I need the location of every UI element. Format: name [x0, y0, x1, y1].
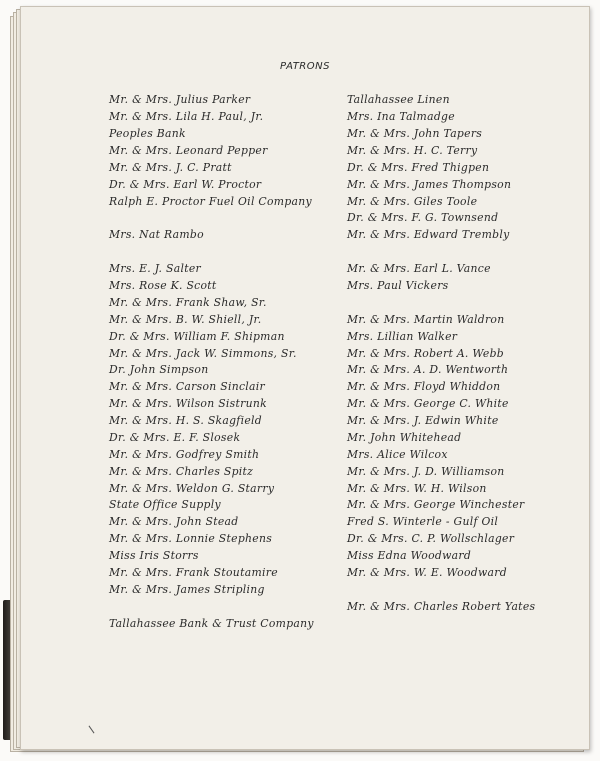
patron-entry: Fred S. Winterle - Gulf Oil	[347, 515, 499, 528]
patron-entry: Mrs. Nat Rambo	[109, 228, 204, 241]
patron-entry: Dr. & Mrs. William F. Shipman	[109, 330, 285, 343]
patron-entry: Mr. & Mrs. W. H. Wilson	[347, 482, 487, 495]
patron-entry: Peoples Bank	[109, 127, 186, 140]
patron-entry: Mr. & Mrs. Jack W. Simmons, Sr.	[109, 347, 297, 360]
patron-entry: Mr. & Mrs. Earl L. Vance	[347, 262, 491, 275]
pencil-mark	[89, 726, 95, 734]
patron-entry: Mr. & Mrs. Robert A. Webb	[347, 347, 505, 360]
patron-entry: Mr. & Mrs. A. D. Wentworth	[347, 363, 509, 376]
patron-entry: Mr. & Mrs. Godfrey Smith	[109, 448, 260, 461]
patron-entry: Tallahassee Linen	[347, 93, 450, 106]
patron-entry: Mr. & Mrs. Martin Waldron	[347, 313, 505, 326]
patron-entry: Mr. & Mrs. B. W. Shiell, Jr.	[109, 313, 262, 326]
patron-entry: Mr. & Mrs. Floyd Whiddon	[347, 380, 501, 393]
patron-entry: State Office Supply	[109, 498, 221, 511]
patron-entry: Mr. & Mrs. Weldon G. Starry	[109, 482, 275, 495]
patron-entry: Mrs. Ina Talmadge	[347, 110, 455, 123]
patron-entry: Mr. & Mrs. Frank Shaw, Sr.	[109, 296, 267, 309]
patron-entry: Dr. & Mrs. C. P. Wollschlager	[347, 532, 515, 545]
patron-entry: Mr. & Mrs. Julius Parker	[109, 93, 251, 106]
patron-entry: Mr. & Mrs. J. C. Pratt	[109, 161, 232, 174]
patron-entry: Mr. & Mrs. W. E. Woodward	[347, 566, 507, 579]
patron-entry: Dr. & Mrs. E. F. Slosek	[109, 431, 241, 444]
patron-entry: Mr. & Mrs. James Thompson	[347, 178, 512, 191]
patron-entry: Mr. & Mrs. George Winchester	[347, 498, 525, 511]
patron-entry: Mr. & Mrs. Lonnie Stephens	[109, 532, 273, 545]
patron-entry: Mrs. Rose K. Scott	[109, 279, 217, 292]
patron-entry: Mrs. Lillian Walker	[347, 330, 458, 343]
patron-entry: Mr. & Mrs. Carson Sinclair	[109, 380, 265, 393]
patron-entry: Dr. John Simpson	[109, 363, 209, 376]
patron-entry: Mr. & Mrs. Giles Toole	[347, 195, 478, 208]
patron-entry: Mr. & Mrs. Lila H. Paul, Jr.	[109, 110, 264, 123]
patron-entry: Mr. & Mrs. George C. White	[347, 397, 509, 410]
patron-entry: Dr. & Mrs. Earl W. Proctor	[109, 178, 262, 191]
patron-entry: Mrs. Alice Wilcox	[347, 448, 448, 461]
patron-entry: Mr. & Mrs. James Stripling	[109, 583, 265, 596]
patron-entry: Mrs. Paul Vickers	[347, 279, 449, 292]
patron-entry: Dr. & Mrs. Fred Thigpen	[347, 161, 490, 174]
patron-entry: Dr. & Mrs. F. G. Townsend	[347, 211, 499, 224]
patron-entry: Mr. & Mrs. J. D. Williamson	[347, 465, 505, 478]
patron-entry: Mr. & Mrs. Leonard Pepper	[109, 144, 268, 157]
patron-entry: Mr. & Mrs. J. Edwin White	[347, 414, 499, 427]
page-title: PATRONS	[280, 61, 330, 72]
patron-entry: Mr. & Mrs. Wilson Sistrunk	[109, 397, 267, 410]
patron-entry: Tallahassee Bank & Trust Company	[109, 617, 314, 630]
patron-entry: Mr. & Mrs. Frank Stoutamire	[109, 566, 278, 579]
patron-entry: Mr. & Mrs. John Tapers	[347, 127, 483, 140]
patron-entry: Mr. & Mrs. Edward Trembly	[347, 228, 510, 241]
patron-entry: Ralph E. Proctor Fuel Oil Company	[109, 195, 312, 208]
patron-entry: Miss Edna Woodward	[347, 549, 472, 562]
document-page	[20, 6, 590, 750]
patron-entry: Mr. & Mrs. Charles Robert Yates	[347, 600, 536, 613]
patron-entry: Mr. & Mrs. H. S. Skagfield	[109, 414, 263, 427]
patron-entry: Mrs. E. J. Salter	[109, 262, 201, 275]
patron-entry: Miss Iris Storrs	[109, 549, 199, 562]
patron-entry: Mr. & Mrs. John Stead	[109, 515, 239, 528]
patron-entry: Mr. & Mrs. H. C. Terry	[347, 144, 478, 157]
patron-entry: Mr. John Whitehead	[347, 431, 462, 444]
patron-entry: Mr. & Mrs. Charles Spitz	[109, 465, 254, 478]
